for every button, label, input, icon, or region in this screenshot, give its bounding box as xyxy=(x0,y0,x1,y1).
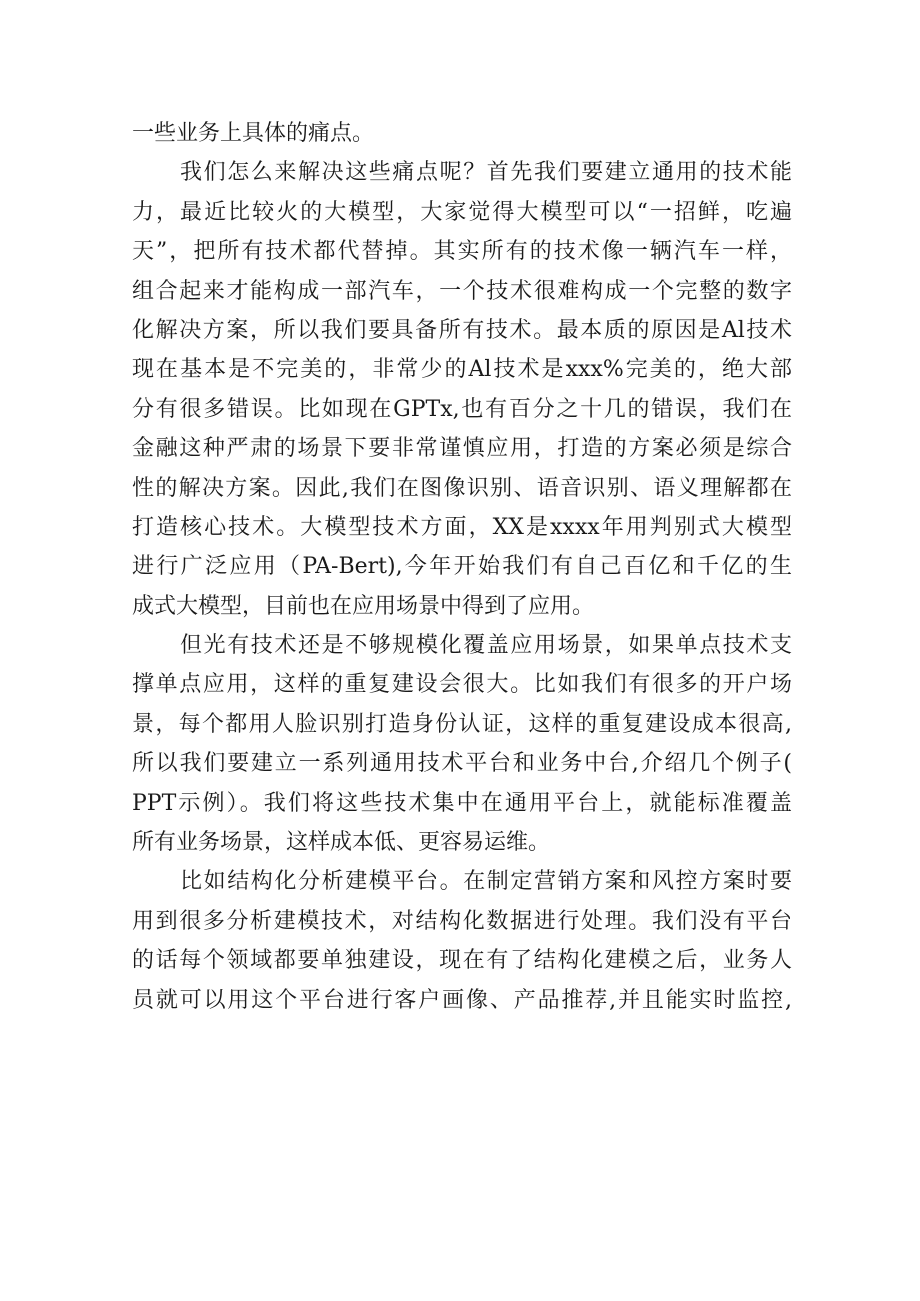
text-line: 性的解决方案。因此,我们在图像识别、语音识别、语义理解都在 xyxy=(132,475,792,501)
text-line: 撑单点应用，这样的重复建设会很大。比如我们有很多的开户场 xyxy=(132,672,792,698)
text-line: 所以我们要建立一系列通用技术平台和业务中台,介绍几个例子( xyxy=(132,751,792,777)
text-line: 天”，把所有技术都代替掉。其实所有的技术像一辆汽车一样， xyxy=(132,239,792,265)
text-line: 力，最近比较火的大模型，大家觉得大模型可以“一招鲜，吃遍 xyxy=(132,199,792,225)
text-line: 成式大模型，目前也在应用场景中得到了应用。 xyxy=(132,593,595,619)
text-line: PPT示例）。我们将这些技术集中在通用平台上，就能标准覆盖 xyxy=(132,790,792,816)
text-line: 金融这种严肃的场景下要非常谨慎应用，打造的方案必须是综合 xyxy=(132,436,792,462)
text-line: 员就可以用这个平台进行客户画像、产品推荐,并且能实时监控, xyxy=(132,987,792,1013)
text-line: 现在基本是不完美的，非常少的Al技术是xxx%完美的，绝大部 xyxy=(132,357,792,383)
text-line: 我们怎么来解决这些痛点呢？首先我们要建立通用的技术能 xyxy=(180,160,792,186)
text-line: 化解决方案，所以我们要具备所有技术。最本质的原因是Al技术 xyxy=(132,317,792,343)
body-text xyxy=(132,114,792,1020)
text-line: 景，每个都用人脸识别打造身份认证，这样的重复建设成本很高, xyxy=(132,711,792,737)
text-line: 打造核心技术。大模型技术方面，XX是xxxx年用判别式大模型 xyxy=(132,514,792,540)
text-line: 分有很多错误。比如现在GPTx,也有百分之十几的错误，我们在 xyxy=(132,396,792,422)
text-line: 比如结构化分析建模平台。在制定营销方案和风控方案时要 xyxy=(180,869,792,895)
text-line: 所有业务场景，这样成本低、更容易运维。 xyxy=(132,830,551,856)
text-line: 但光有技术还是不够规模化覆盖应用场景，如果单点技术支 xyxy=(180,633,792,659)
text-line: 用到很多分析建模技术，对结构化数据进行处理。我们没有平台 xyxy=(132,908,792,934)
text-line: 的话每个领域都要单独建设，现在有了结构化建模之后，业务人 xyxy=(132,948,792,974)
text-line: 一些业务上具体的痛点。 xyxy=(132,121,375,146)
text-line: 进行广泛应用（PA-Bert),今年开始我们有自己百亿和千亿的生 xyxy=(132,554,792,580)
text-line: 组合起来才能构成一部汽车，一个技术很难构成一个完整的数字 xyxy=(132,278,792,304)
